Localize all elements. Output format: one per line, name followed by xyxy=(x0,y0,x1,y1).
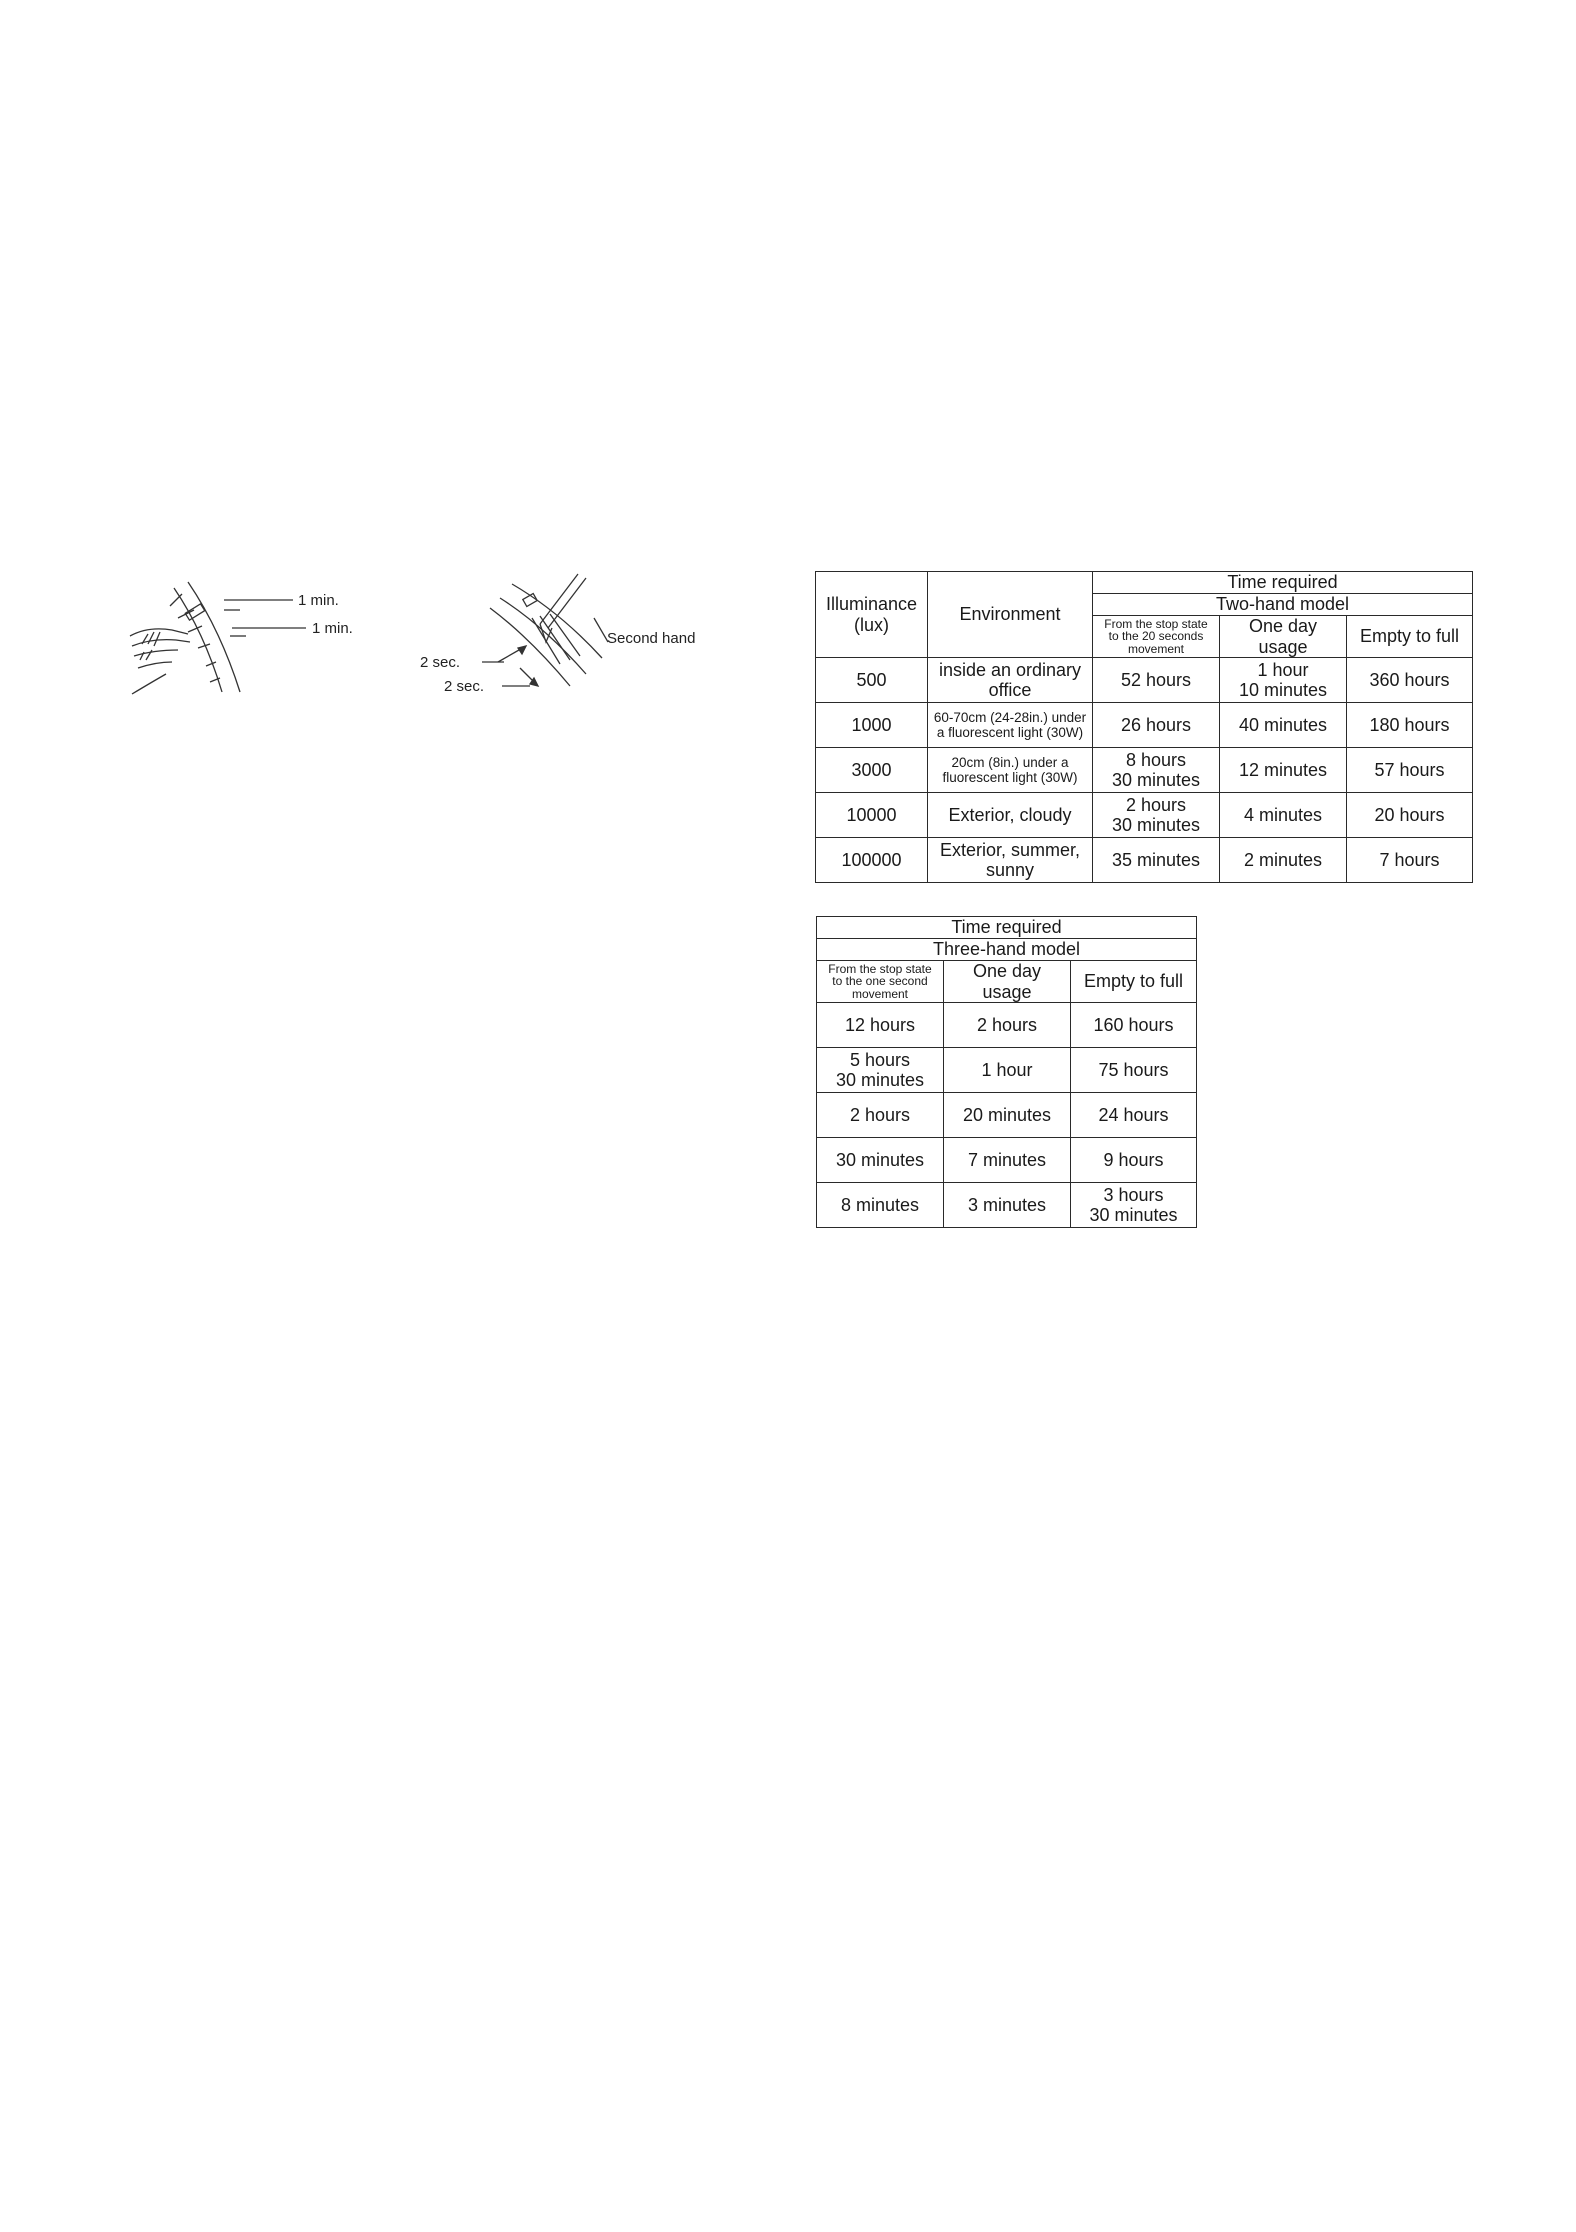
cell-stop-state: 12 hours xyxy=(817,1003,944,1048)
table-row xyxy=(816,793,1473,838)
cell-lux: 10000 xyxy=(816,793,928,838)
cell-environment: inside an ordinary office xyxy=(928,658,1093,703)
cell-stop-state: 5 hours 30 minutes xyxy=(817,1048,944,1093)
cell-stop-state: 8 minutes xyxy=(817,1183,944,1228)
second-hand-figure xyxy=(420,568,710,698)
cell-lux: 100000 xyxy=(816,838,928,883)
cell-stop-state: 30 minutes xyxy=(817,1138,944,1183)
table-row xyxy=(817,1003,1197,1048)
cell-one-day: 7 minutes xyxy=(944,1138,1071,1183)
cell-empty-full: 160 hours xyxy=(1071,1003,1197,1048)
cell-one-day: 2 minutes xyxy=(1220,838,1347,883)
cell-stop-state: 2 hours xyxy=(817,1093,944,1138)
cell-empty-full: 24 hours xyxy=(1071,1093,1197,1138)
header-time-required: Time required xyxy=(817,917,1197,939)
cell-empty-full: 9 hours xyxy=(1071,1138,1197,1183)
header-empty-full: Empty to full xyxy=(1347,616,1473,658)
second-hand-label: Second hand xyxy=(607,630,696,647)
header-model: Two-hand model xyxy=(1093,594,1473,616)
second-label-1: 2 sec. xyxy=(420,654,461,671)
cell-stop-state: 52 hours xyxy=(1093,658,1220,703)
cell-empty-full: 75 hours xyxy=(1071,1048,1197,1093)
cell-one-day: 20 minutes xyxy=(944,1093,1071,1138)
table-row xyxy=(816,748,1473,793)
header-one-day: One day usage xyxy=(1220,616,1347,658)
header-time-required: Time required xyxy=(1093,572,1473,594)
table-header-row xyxy=(817,939,1197,961)
table-header-row xyxy=(816,572,1473,594)
cell-one-day: 4 minutes xyxy=(1220,793,1347,838)
table-header-row xyxy=(817,961,1197,1003)
minute-label-1: 1 min. xyxy=(298,592,339,609)
cell-environment: 20cm (8in.) under a fluorescent light (30W) xyxy=(928,748,1093,793)
table-row xyxy=(816,838,1473,883)
header-empty-full: Empty to full xyxy=(1071,961,1197,1003)
cell-empty-full: 180 hours xyxy=(1347,703,1473,748)
table-row xyxy=(817,1138,1197,1183)
cell-empty-full: 360 hours xyxy=(1347,658,1473,703)
cell-empty-full: 57 hours xyxy=(1347,748,1473,793)
table-row xyxy=(817,1183,1197,1228)
header-one-day: One day usage xyxy=(944,961,1071,1003)
cell-environment: Exterior, summer, sunny xyxy=(928,838,1093,883)
minute-label-2: 1 min. xyxy=(312,620,353,637)
header-illuminance: Illuminance (lux) xyxy=(816,572,928,658)
table-row xyxy=(816,658,1473,703)
cell-stop-state: 2 hours 30 minutes xyxy=(1093,793,1220,838)
cell-stop-state: 8 hours 30 minutes xyxy=(1093,748,1220,793)
cell-lux: 1000 xyxy=(816,703,928,748)
minute-hand-figure xyxy=(128,574,368,700)
cell-empty-full: 20 hours xyxy=(1347,793,1473,838)
cell-environment: Exterior, cloudy xyxy=(928,793,1093,838)
cell-empty-full: 3 hours 30 minutes xyxy=(1071,1183,1197,1228)
header-stop-state: From the stop state to the 20 seconds movement xyxy=(1093,616,1220,658)
cell-one-day: 2 hours xyxy=(944,1003,1071,1048)
three-hand-model-table xyxy=(816,916,1197,1228)
two-hand-model-table xyxy=(815,571,1473,883)
cell-one-day: 1 hour xyxy=(944,1048,1071,1093)
cell-environment: 60-70cm (24-28in.) under a fluorescent light (30W) xyxy=(928,703,1093,748)
cell-empty-full: 7 hours xyxy=(1347,838,1473,883)
cell-one-day: 40 minutes xyxy=(1220,703,1347,748)
header-model: Three-hand model xyxy=(817,939,1197,961)
second-label-2: 2 sec. xyxy=(444,678,485,695)
table-row xyxy=(817,1093,1197,1138)
table-header-row xyxy=(817,917,1197,939)
cell-one-day: 1 hour 10 minutes xyxy=(1220,658,1347,703)
cell-one-day: 12 minutes xyxy=(1220,748,1347,793)
cell-stop-state: 26 hours xyxy=(1093,703,1220,748)
header-stop-state: From the stop state to the one second movement xyxy=(817,961,944,1003)
header-environment: Environment xyxy=(928,572,1093,658)
cell-stop-state: 35 minutes xyxy=(1093,838,1220,883)
table-row xyxy=(817,1048,1197,1093)
table-row xyxy=(816,703,1473,748)
cell-lux: 500 xyxy=(816,658,928,703)
cell-one-day: 3 minutes xyxy=(944,1183,1071,1228)
cell-lux: 3000 xyxy=(816,748,928,793)
